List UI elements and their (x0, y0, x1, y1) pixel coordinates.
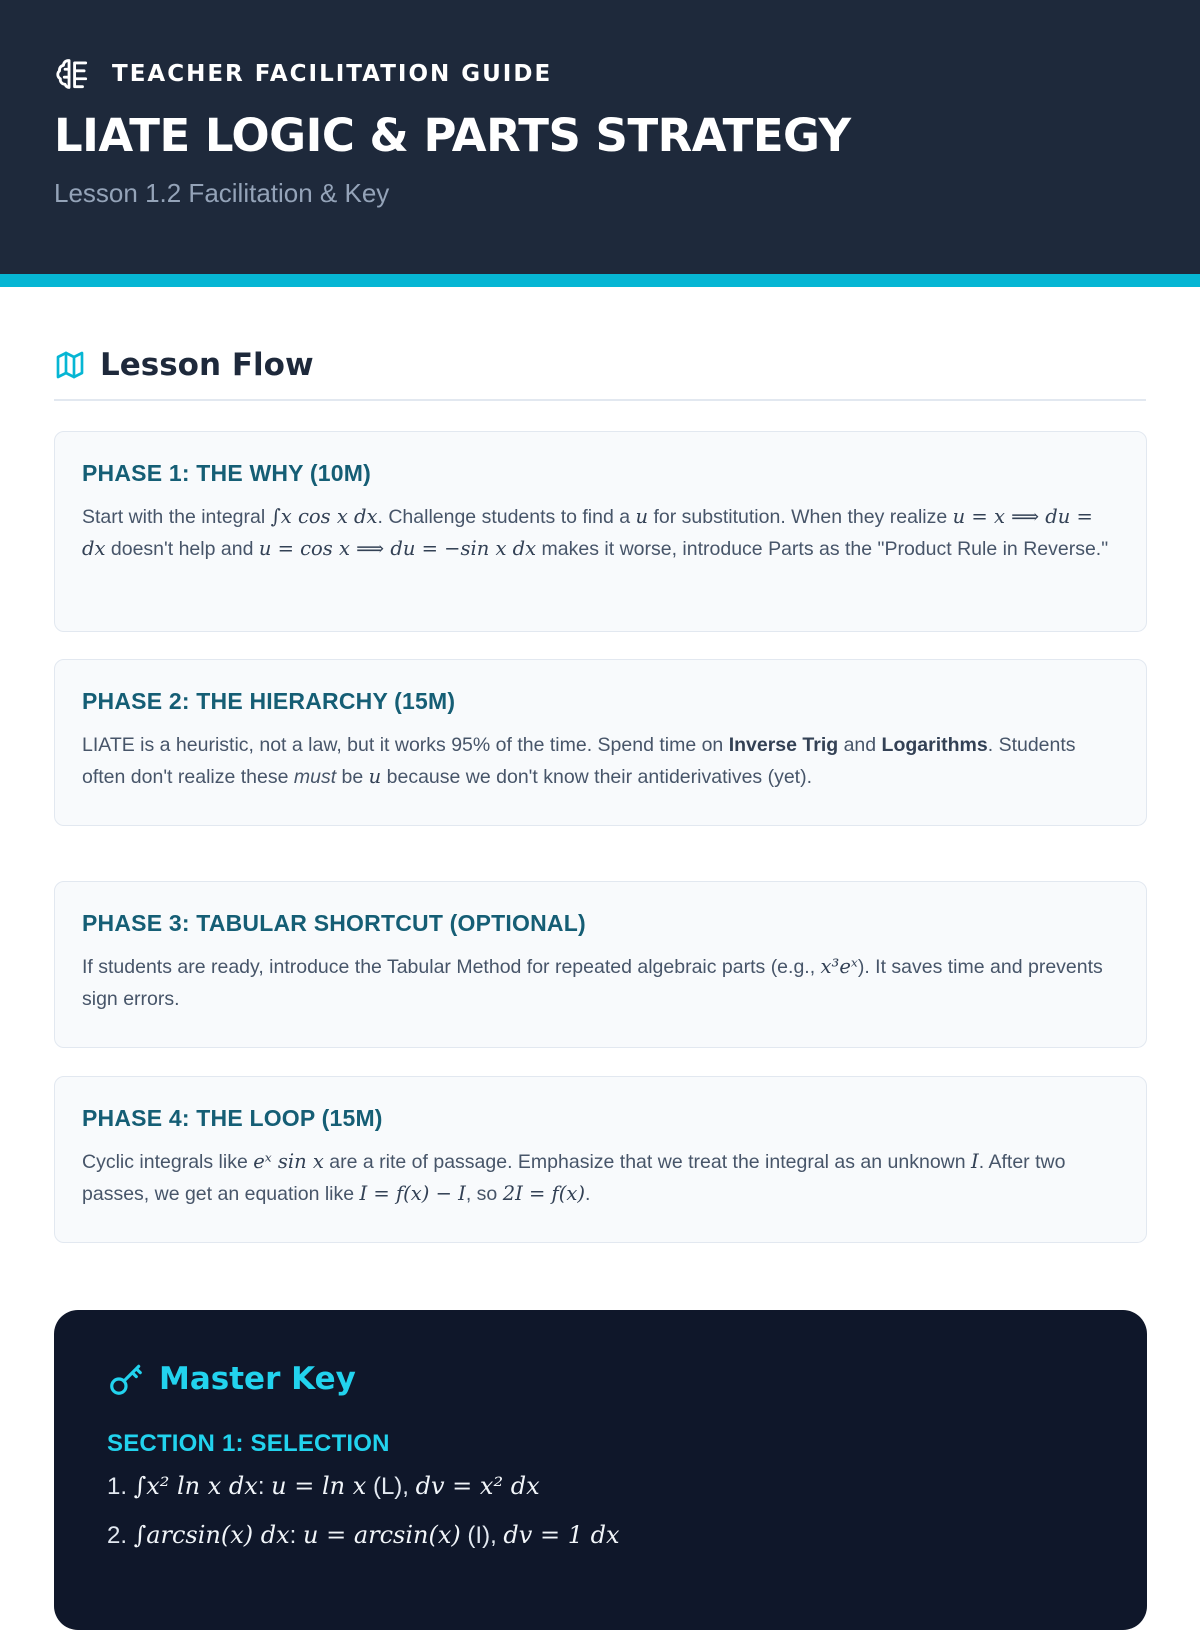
map-icon (54, 349, 86, 381)
master-key-title: Master Key (159, 1361, 356, 1397)
math: dv = 1 dx (503, 1521, 620, 1549)
guide-eyebrow: TEACHER FACILITATION GUIDE (112, 61, 553, 87)
math: ∫x cos x dx (270, 505, 378, 528)
math: u (635, 505, 649, 528)
brain-icon (54, 55, 92, 93)
math: 2I = f(x) (502, 1182, 585, 1205)
phase-title: PHASE 1: THE WHY (10M) (82, 460, 371, 486)
text: : (289, 1522, 303, 1549)
math: dv = x² dx (415, 1472, 540, 1500)
phase-body (82, 951, 1119, 1015)
section-title: Lesson Flow (100, 347, 314, 383)
phase-card-3 (54, 881, 1147, 1048)
master-key-panel (54, 1310, 1147, 1630)
text: (L), (366, 1473, 416, 1500)
math: I (971, 1150, 979, 1173)
page-title: LIATE LOGIC & PARTS STRATEGY (54, 109, 851, 162)
bold-text: Inverse Trig (728, 734, 839, 756)
key-item (107, 1466, 1094, 1507)
lesson-flow-heading (54, 287, 1146, 401)
page-subtitle: Lesson 1.2 Facilitation & Key (54, 178, 390, 208)
text: doesn't help and (105, 538, 259, 560)
text: for substitution. When they realize (648, 506, 953, 528)
phase-body (82, 501, 1119, 565)
math: ∫x² ln x dx (133, 1472, 258, 1500)
text: and (838, 734, 882, 756)
math: u (368, 765, 382, 788)
phase-title: PHASE 4: THE LOOP (15M) (82, 1105, 383, 1131)
key-item (107, 1515, 1094, 1556)
text: are a rite of passage. Emphasize that we treat the integral as an unknown (323, 1151, 972, 1173)
phase-body (82, 729, 1119, 793)
item-number: 1. (107, 1473, 134, 1500)
item-number: 2. (107, 1522, 134, 1549)
eyebrow (54, 54, 1146, 94)
text: because we don't know their antiderivatives (yet). (381, 766, 813, 788)
master-key-heading (107, 1354, 1094, 1404)
text: . Students often don't realize these (82, 734, 1076, 788)
phase-title: PHASE 2: THE HIERARCHY (15M) (82, 688, 456, 714)
lesson-flow-section (0, 287, 1200, 401)
math: u = ln x (271, 1472, 367, 1500)
text: . After two passes, we get an equation like (82, 1151, 1066, 1205)
text: Cyclic integrals like (82, 1151, 254, 1173)
key-section-title: SECTION 1: SELECTION (107, 1430, 390, 1457)
math: eˣ sin x (253, 1150, 324, 1173)
math: u = cos x ⟹ du = −sin x dx (258, 537, 537, 560)
phase-title: PHASE 3: TABULAR SHORTCUT (OPTIONAL) (82, 910, 586, 936)
text: LIATE is a heuristic, not a law, but it works 95% of the time. Spend time on (82, 734, 729, 756)
math: I = f(x) − I (359, 1182, 466, 1205)
text: be (336, 766, 369, 788)
text: ). It saves time and prevents sign errors. (82, 956, 1103, 1010)
text: . (584, 1183, 591, 1205)
text: : (257, 1473, 272, 1500)
math: u = arcsin(x) (303, 1521, 461, 1549)
bold-text: Logarithms (881, 734, 988, 756)
phase-body (82, 1146, 1119, 1210)
text: , so (465, 1183, 503, 1205)
text: . Challenge students to find a (377, 506, 636, 528)
math: x³eˣ (820, 955, 858, 978)
key-icon (107, 1360, 145, 1398)
italic-text: must (293, 766, 337, 788)
phase-card-1 (54, 431, 1147, 632)
text: makes it worse, introduce Parts as the "Product Rule in Reverse." (536, 538, 1109, 560)
text: Start with the integral (82, 506, 271, 528)
text: (I), (460, 1522, 504, 1549)
math: ∫arcsin(x) dx (133, 1521, 290, 1549)
phase-card-4 (54, 1076, 1147, 1243)
text: If students are ready, introduce the Tabular Method for repeated algebraic parts (e.g., (82, 956, 821, 978)
header (0, 0, 1200, 287)
math: u = x ⟹ du = dx (82, 505, 1093, 560)
phase-card-2 (54, 659, 1147, 826)
